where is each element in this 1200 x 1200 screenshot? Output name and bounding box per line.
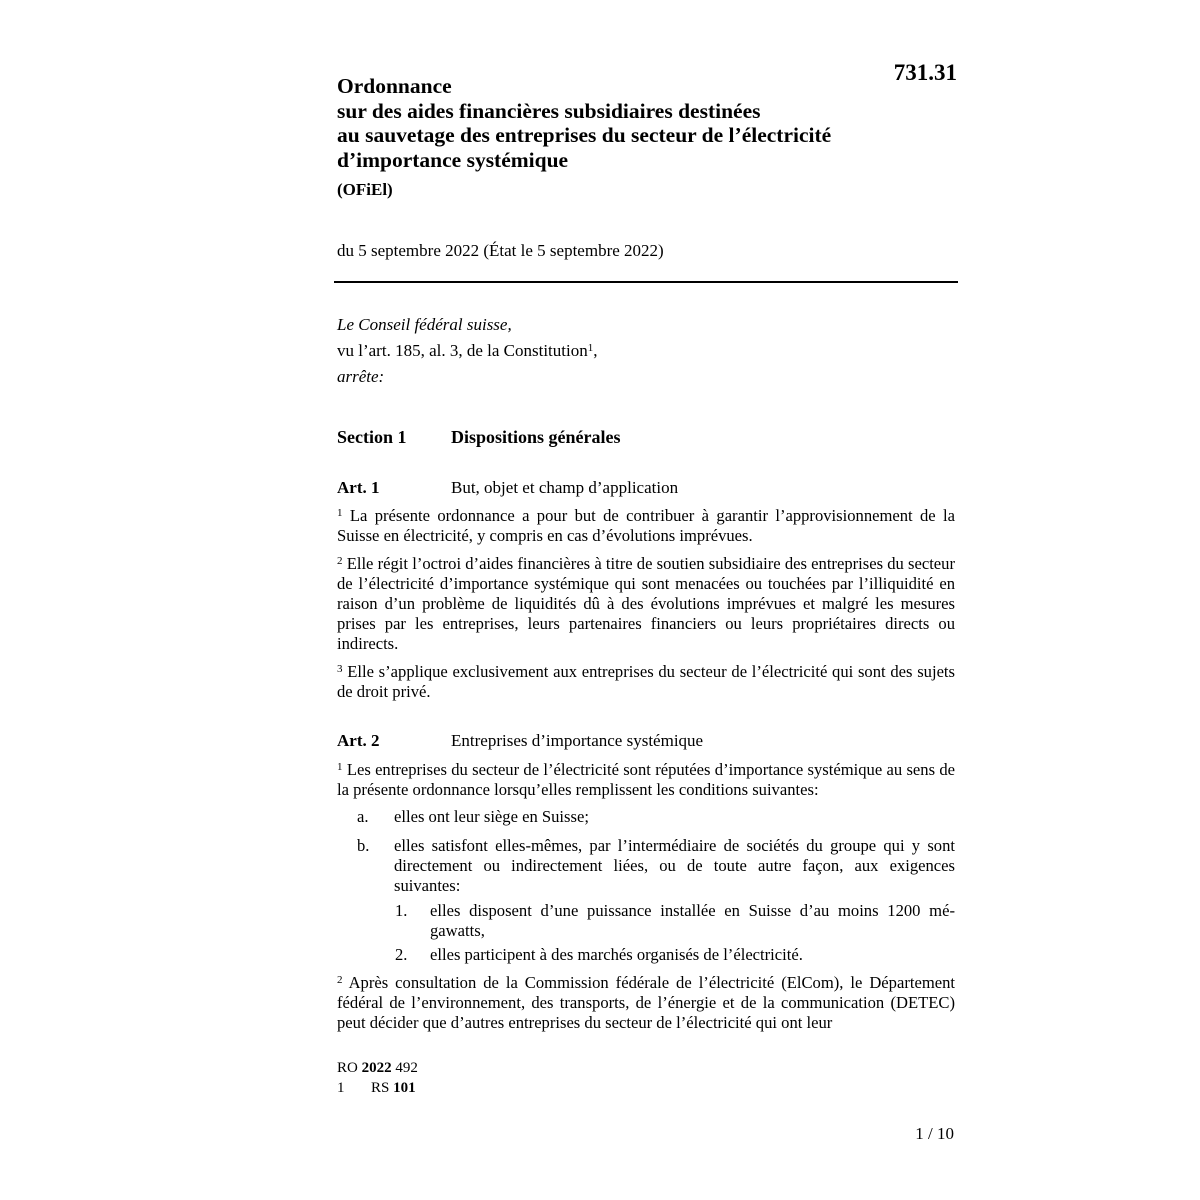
footnote-prefix: RS (371, 1080, 390, 1096)
official-compilation-ref (337, 1058, 418, 1078)
title-line: d’importance systémique (337, 147, 569, 172)
article-paragraph (337, 506, 955, 546)
sub-list-item-text: elles participent à des marchés organisés de l’électricité. (430, 945, 803, 964)
paragraph-text: Elle régit l’octroi d’aides financières à titre de soutien subsidiaire des entreprises du secteur de l’électricité d’importance systémique qui sont menacées ou touchées par l’illiquidité en raison d’un problème de liquidités dû à des évolutions imprévues et malgré les mesures prises par les entreprises, leurs partenaires financiers ou leurs propriétaires directs ou indirects. (337, 554, 955, 653)
preamble-basis (337, 338, 597, 364)
header-divider (334, 281, 958, 283)
ro-page: 492 (395, 1060, 418, 1076)
preamble-decree: arrête: (337, 367, 385, 386)
article-paragraph (337, 662, 955, 702)
article-title: Entreprises d’importance systémique (451, 731, 704, 750)
ro-year: 2022 (361, 1060, 392, 1076)
list-item (357, 807, 955, 827)
preamble-authority: Le Conseil fédéral suisse, (337, 315, 512, 334)
preamble-basis-end: , (593, 341, 598, 360)
section-heading (337, 427, 621, 448)
sub-list-item-text: elles disposent d’une puissance installée en Suisse d’au moins 1200 mégawatts, (430, 901, 955, 940)
paragraph-number: 1 (337, 507, 343, 519)
list-item (357, 836, 955, 896)
document-page (337, 0, 957, 1200)
sub-list-marker: 2. (395, 945, 408, 964)
sub-list-item (395, 901, 955, 941)
paragraph-text: La présente ordonnance a pour but de contribuer à garantir l’approvisionnement de la Suisse en électricité, y compris en cas d’évolutions imprévues. (337, 506, 955, 545)
ordinance-title (337, 74, 937, 172)
article-paragraph (337, 973, 955, 1033)
paragraph-text: Elle s’applique exclusivement aux entreprises du secteur de l’électricité qui sont des sujets de droit privé. (337, 662, 955, 701)
sub-list-marker: 1. (395, 901, 408, 920)
paragraph-text: Les entreprises du secteur de l’électricité sont réputées d’importance systémique au sens de la présente ordonnance lorsqu’elles remplissent les conditions suivantes: (337, 760, 955, 799)
ordinance-abbreviation: (OFiEl) (337, 180, 393, 199)
section-title: Dispositions générales (451, 427, 621, 447)
article-number: Art. 1 (337, 478, 380, 497)
list-marker: a. (357, 807, 369, 826)
page-number: 1 / 10 (915, 1124, 954, 1143)
preamble (337, 312, 597, 390)
footnote (337, 1078, 418, 1098)
article-paragraph (337, 760, 955, 800)
date-line: du 5 septembre 2022 (État le 5 septembre 2022) (337, 241, 664, 260)
article-paragraph (337, 554, 955, 654)
list-item-text: elles satisfont elles-mêmes, par l’intermédiaire de sociétés du groupe qui y sont directement ou indirectement liées, ou de toute autre façon, aux exigences suivantes: (394, 836, 955, 895)
footnote-number: 1 (337, 1080, 345, 1096)
sub-list-item (395, 945, 955, 965)
list-item-text: elles ont leur siège en Suisse; (394, 807, 589, 826)
article-heading (337, 478, 678, 498)
article-title: But, objet et champ d’application (451, 478, 679, 497)
title-line: au sauvetage des entreprises du secteur de l’électricité (337, 123, 832, 147)
article-number: Art. 2 (337, 731, 380, 750)
footnote-value: 101 (393, 1080, 416, 1096)
paragraph-number: 3 (337, 663, 343, 675)
list-marker: b. (357, 836, 370, 855)
paragraph-number: 2 (337, 974, 343, 986)
paragraph-text: Après consultation de la Commission fédérale de l’électricité (ElCom), le Département fédéral de l’environnement, des transports, de l’énergie et de la communication (DETEC) peut décider que d’autres entreprises du secteur de l’électricité qui ont leur (337, 973, 956, 1032)
title-line: Ordonnance (337, 74, 452, 98)
title-line: sur des aides financières subsidiaires destinées (337, 98, 761, 123)
sr-number: 731.31 (893, 60, 957, 85)
footnote-ref[interactable]: 1 (587, 342, 594, 354)
article-heading (337, 731, 703, 751)
paragraph-number: 2 (337, 555, 343, 567)
paragraph-number: 1 (337, 761, 343, 773)
preamble-basis-text: vu l’art. 185, al. 3, de la Constitution (337, 341, 588, 360)
footnotes (337, 1058, 418, 1098)
ro-prefix: RO (337, 1060, 358, 1076)
section-label: Section 1 (337, 427, 407, 447)
